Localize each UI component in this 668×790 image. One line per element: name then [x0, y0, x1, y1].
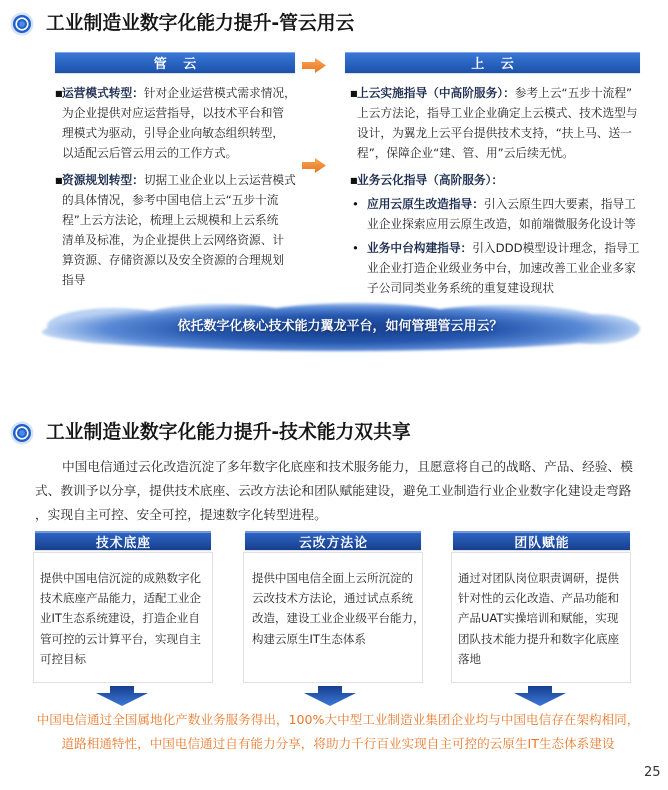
item-label: 资源规划转型：: [62, 173, 144, 187]
intro-line: ，实现自主可控、安全可控，提速数字化转型进程。: [35, 507, 327, 522]
section-title-capability-sharing: 工业制造业数字化能力提升-技术能力双共享: [46, 422, 411, 443]
column-text-line: 产品UAT实操培训和赋能，实现: [458, 611, 619, 626]
arrow-right-icon: [302, 158, 326, 173]
sub-item-label: 应用云原生改造指导：: [367, 197, 484, 211]
item-text-line: 程”，保障企业“建、管、用”云后续无忧。: [357, 146, 574, 160]
sub-item-label: 业务中台构建指导：: [367, 241, 473, 255]
column-text-line: 可控目标: [40, 651, 86, 666]
intro-paragraph: [35, 455, 645, 527]
square-bullet: ■: [350, 89, 358, 98]
item-text-line: 切据工业企业以上云运营模式: [143, 173, 296, 187]
column-text-line: 落地: [458, 651, 481, 666]
team-enablement-header: [453, 531, 630, 550]
intro-line: 式、教训予以分享，提供技术底座、云改方法论和团队赋能建设，避免工业制造行业企业数字化建设走弯路: [35, 483, 632, 498]
sub-item-text-line: 子公司同类业务系统的重复建设现状: [367, 281, 555, 295]
bullseye-icon: [10, 421, 34, 445]
arrow-down-icon: [514, 686, 566, 706]
column-text-line: 业IT生态系统建设，打造企业自: [40, 611, 200, 626]
square-bullet: ■: [350, 176, 358, 185]
manage-cloud-content: [55, 83, 301, 290]
cloud-native-sub-item: [350, 194, 646, 234]
tech-base-header-label: 技术底座: [95, 535, 152, 551]
column-text-line: 改造，建设工业企业级平台能力，: [252, 611, 425, 626]
manage-cloud-header: [55, 52, 295, 73]
item-text-line: 的具体情况，参考中国电信上云“五步十流: [62, 193, 279, 207]
arrow-right-icon: [302, 58, 326, 73]
team-enablement-text: [458, 568, 619, 669]
item-label: 上云实施指导（中高阶服务）：: [357, 86, 515, 100]
item-first-line: [350, 170, 646, 190]
cloud-implementation-item: [350, 83, 646, 163]
sub-item-text-line: 引入DDD模型设计理念，指导工: [472, 241, 640, 255]
column-text-line: 云改技术方法论，通过试点系统: [252, 591, 413, 606]
dot-bullet: •: [352, 241, 359, 255]
item-text-line: 上云方法论，指导工业企业确定上云模式、技术选型与: [357, 106, 638, 120]
go-cloud-content: [350, 83, 646, 298]
cloud-banner-text: 依托数字化核心技术能力翼龙平台，如何管理管云用云？: [177, 319, 503, 334]
item-text-line: 理模式为驱动，引导企业向敏态组织转型，: [62, 126, 285, 140]
column-text-line: 提供中国电信全面上云所沉淀的: [252, 571, 413, 585]
business-middle-platform-sub-item: [350, 238, 646, 298]
square-bullet: ■: [55, 89, 63, 98]
arrow-down-icon: [304, 686, 356, 706]
cloud-methodology-header: [245, 531, 421, 550]
tech-base-text: [40, 568, 201, 669]
page-number: 25: [644, 765, 661, 780]
intro-line: 中国电信通过云化改造沉淀了多年数字化底座和技术服务能力，且愿意将自己的战略、产品、经验、模: [62, 459, 633, 474]
item-label: 业务云化指导（高阶服务）：: [357, 173, 504, 187]
resource-planning-item: [55, 170, 301, 290]
section-title-cloud-management: 工业制造业数字化能力提升-管云用云: [46, 13, 355, 34]
manage-cloud-header-label: 管 云: [153, 57, 203, 72]
column-text-line: 针对性的云化改造、产品功能和: [458, 591, 619, 606]
item-text-line: 针对企业运营模式需求情况，: [143, 86, 296, 100]
cloud-methodology-header-label: 云改方法论: [299, 535, 368, 551]
column-text-line: 管可控的云计算平台，实现自主: [40, 631, 201, 646]
column-text-line: 通过对团队岗位职责调研，提供: [458, 571, 619, 585]
item-first-line: [55, 170, 301, 190]
cloud-methodology-text: [252, 568, 425, 649]
conclusion-line: 中国电信通过全国属地化产数业务服务得出，100%大中型工业制造业集团企业均与中国电信存在架构相同，: [36, 712, 640, 727]
bullseye-icon: [10, 12, 34, 36]
sub-item-first-line: [350, 238, 646, 258]
item-text-line: 以适配云后管云用云的工作方式。: [62, 146, 238, 160]
item-first-line: [350, 83, 646, 103]
dot-bullet: •: [352, 197, 359, 211]
sub-item-text-line: 业企业打造企业级业务中台，加速改善工业企业多家: [367, 261, 636, 275]
item-text-line: 参考上云“五步十流程”: [514, 86, 633, 100]
item-text-line: 清单及标准，为企业提供上云网络资源、计: [62, 233, 285, 247]
operation-model-item: [55, 83, 301, 163]
sub-item-text-line: 引入云原生四大要素，指导工: [483, 197, 636, 211]
item-first-line: [55, 83, 301, 103]
column-text-line: 技术底座产品能力，适配工业企: [40, 591, 201, 606]
item-text-line: 为企业提供对应运营指导，以技术平台和管: [62, 106, 285, 120]
column-text-line: 构建云原生IT生态体系: [252, 631, 366, 646]
item-label: 运营模式转型：: [62, 86, 144, 100]
square-bullet: ■: [55, 176, 63, 185]
item-text-line: 算资源、存储资源以及安全资源的合理规划: [62, 253, 285, 267]
item-text-line: 程”上云方法论，梳理上云规模和上云系统: [62, 213, 279, 227]
item-text-line: 设计，为翼龙上云平台提供技术支持，“扶上马、送一: [357, 126, 632, 140]
arrow-down-icon: [96, 686, 148, 706]
conclusion-line: 道路相通特性，中国电信通过自有能力分享，将助力千行百业实现自主可控的云原生IT生态体系建设: [61, 736, 615, 751]
business-cloudification-item: [350, 170, 646, 298]
tech-base-header: [35, 531, 211, 550]
column-text-line: 团队技术能力提升和数字化底座: [458, 631, 619, 646]
item-text-line: 指导: [62, 273, 86, 287]
sub-item-text-line: 业企业探索应用云原生改造，如前端微服务化设计等: [367, 217, 636, 231]
conclusion-text: [8, 708, 668, 756]
team-enablement-header-label: 团队赋能: [514, 535, 570, 551]
go-cloud-header-label: 上 云: [471, 57, 520, 72]
sub-item-first-line: [350, 194, 646, 214]
column-text-line: 提供中国电信沉淀的成熟数字化: [40, 571, 201, 585]
go-cloud-header: [345, 52, 640, 73]
